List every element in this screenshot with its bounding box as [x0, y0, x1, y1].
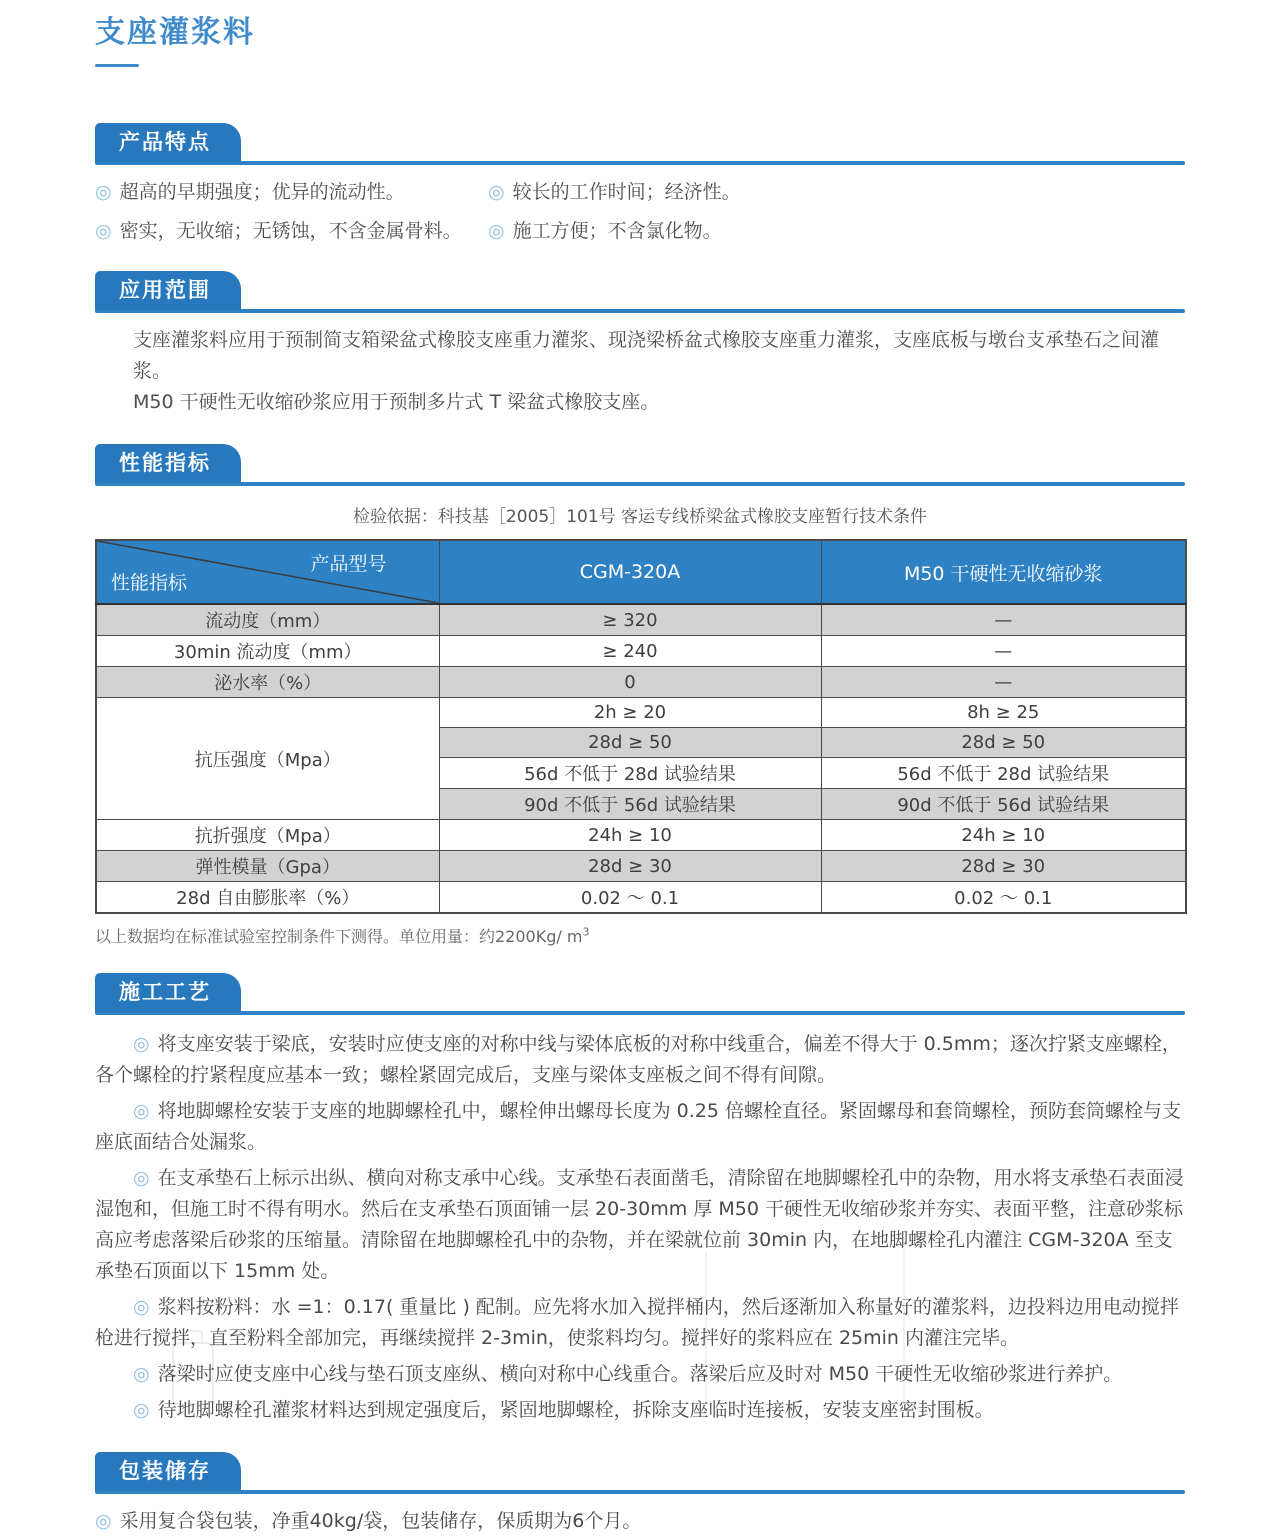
title-underline	[95, 64, 139, 67]
cell-value: 56d 不低于 28d 试验结果	[821, 758, 1186, 789]
feature-text: 施工方便；不含氯化物。	[512, 220, 722, 242]
section-header	[95, 1452, 1185, 1494]
construction-step	[95, 1395, 1185, 1426]
construction-step	[95, 1029, 1185, 1091]
section-rule	[95, 309, 1185, 313]
section-features	[95, 123, 1185, 245]
footnote-text: 以上数据均在标准试验室控制条件下测得。单位用量：约2200Kg/ m	[95, 927, 583, 946]
cell-value: 0.02 ～ 0.1	[821, 882, 1186, 914]
ring-bullet-icon: ◎	[488, 220, 505, 242]
application-paragraph: 支座灌浆料应用于预制简支箱梁盆式橡胶支座重力灌浆、现浇梁桥盆式橡胶支座重力灌浆，支座底板与墩台支承垫石之间灌浆。	[133, 329, 1160, 382]
column-header-m50: M50 干硬性无收缩砂浆	[821, 540, 1186, 604]
ring-bullet-icon: ◎	[133, 1296, 150, 1318]
feature-text: 密实，无收缩；无锈蚀，不含金属骨料。	[119, 220, 462, 242]
step-text: 将地脚螺栓安装于支座的地脚螺栓孔中，螺栓伸出螺母长度为 0.25 倍螺栓直径。紧固螺母和套筒螺栓，预防套筒螺栓与支座底面结合处漏浆。	[95, 1100, 1181, 1153]
row-label: 30min 流动度（mm）	[96, 636, 439, 667]
section-heading-packaging: 包装储存	[95, 1452, 241, 1491]
cell-value: 90d 不低于 56d 试验结果	[821, 789, 1186, 820]
section-heading-construction: 施工工艺	[95, 973, 241, 1012]
inspection-basis-note: 检验依据：科技基［2005］101号 客运专线桥梁盆式橡胶支座暂行技术条件	[352, 507, 928, 527]
table-row	[96, 604, 1186, 636]
step-text: 落梁时应使支座中心线与垫石顶支座纵、横向对称中心线重合。落梁后应及时对 M50 干硬性无收缩砂浆进行养护。	[157, 1363, 1123, 1385]
construction-steps	[95, 1029, 1185, 1426]
performance-table	[95, 539, 1187, 914]
section-application	[95, 271, 1185, 418]
table-row	[96, 636, 1186, 667]
table-row	[96, 882, 1186, 914]
feature-text: 较长的工作时间；经济性。	[512, 181, 741, 203]
cell-value: ≥ 320	[439, 604, 821, 636]
ring-bullet-icon: ◎	[133, 1100, 150, 1122]
section-heading-features: 产品特点	[95, 123, 241, 162]
application-paragraph: M50 干硬性无收缩砂浆应用于预制多片式 T 梁盆式橡胶支座。	[133, 391, 660, 413]
construction-step	[95, 1096, 1185, 1158]
construction-step	[95, 1359, 1185, 1390]
application-paragraphs	[95, 325, 1185, 418]
section-rule	[95, 1490, 1185, 1494]
table-row	[96, 851, 1186, 882]
feature-item	[488, 179, 1185, 206]
feature-item	[95, 179, 488, 206]
packaging-list	[95, 1506, 1185, 1536]
ring-bullet-icon: ◎	[133, 1399, 150, 1421]
page-title: 支座灌浆料	[95, 15, 255, 50]
section-construction	[95, 973, 1185, 1426]
cell-value: 24h ≥ 10	[821, 820, 1186, 851]
section-heading-application: 应用范围	[95, 271, 241, 310]
cell-value: ≥ 240	[439, 636, 821, 667]
packaging-text: 采用复合袋包装，净重40kg/袋，包装储存，保质期为6个月。	[119, 1510, 642, 1532]
cell-value: —	[821, 636, 1186, 667]
corner-label-product-model: 产品型号	[310, 553, 387, 575]
corner-label-performance-index: 性能指标	[111, 572, 188, 594]
section-rule	[95, 161, 1185, 165]
packaging-item	[95, 1506, 1185, 1536]
cell-value: 0	[439, 667, 821, 698]
step-text: 将支座安装于梁底，安装时应使支座的对称中线与梁体底板的对称中线重合，偏差不得大于 0.5mm；逐次拧紧支座螺栓，各个螺栓的拧紧程度应基本一致；螺栓紧固完成后，支座与梁体支座板之间不得有间隙。	[95, 1033, 1181, 1086]
section-header	[95, 444, 1185, 486]
row-label: 弹性模量（Gpa）	[96, 851, 439, 882]
cell-value: —	[821, 604, 1186, 636]
cell-value: 0.02 ～ 0.1	[439, 882, 821, 914]
ring-bullet-icon: ◎	[133, 1033, 150, 1055]
cell-value: 24h ≥ 10	[439, 820, 821, 851]
table-row	[96, 698, 1186, 728]
section-heading-performance: 性能指标	[95, 444, 241, 483]
section-packaging	[95, 1452, 1185, 1536]
ring-bullet-icon: ◎	[133, 1167, 150, 1189]
step-text: 待地脚螺栓孔灌浆材料达到规定强度后，紧固地脚螺栓，拆除支座临时连接板，安装支座密封围板。	[157, 1399, 994, 1421]
row-label: 28d 自由膨胀率（%）	[96, 882, 439, 914]
cell-value: 56d 不低于 28d 试验结果	[439, 758, 821, 789]
cell-value: 28d ≥ 30	[439, 851, 821, 882]
cell-value: —	[821, 667, 1186, 698]
section-rule	[95, 1011, 1185, 1015]
construction-step	[95, 1292, 1185, 1354]
section-performance	[95, 444, 1185, 947]
section-rule	[95, 482, 1185, 486]
table-header-row	[96, 540, 1186, 604]
section-header	[95, 271, 1185, 313]
cell-value: 2h ≥ 20	[439, 698, 821, 728]
features-list	[95, 179, 1185, 245]
row-label: 泌水率（%）	[96, 667, 439, 698]
feature-item	[95, 218, 488, 245]
cell-value: 28d ≥ 50	[439, 728, 821, 758]
ring-bullet-icon: ◎	[95, 181, 112, 203]
table-footnote	[95, 924, 1185, 947]
footnote-superscript: 3	[582, 925, 590, 939]
ring-bullet-icon: ◎	[95, 1510, 112, 1532]
corner-header-cell	[96, 540, 439, 604]
construction-step	[95, 1163, 1185, 1287]
cell-value: 90d 不低于 56d 试验结果	[439, 789, 821, 820]
column-header-cgm320a: CGM-320A	[439, 540, 821, 604]
row-label: 抗折强度（Mpa）	[96, 820, 439, 851]
cell-value: 28d ≥ 30	[821, 851, 1186, 882]
ring-bullet-icon: ◎	[133, 1363, 150, 1385]
section-header	[95, 973, 1185, 1015]
step-text: 浆料按粉料：水 =1：0.17( 重量比 ) 配制。应先将水加入搅拌桶内，然后逐渐加入称量好的灌浆料，边投料边用电动搅拌枪进行搅拌，直至粉料全部加完，再继续搅拌 2-3min，使浆料均匀。搅拌好的浆料应在 25min 内灌注完毕。	[95, 1296, 1179, 1349]
ring-bullet-icon: ◎	[95, 220, 112, 242]
cell-value: 8h ≥ 25	[821, 698, 1186, 728]
feature-text: 超高的早期强度；优异的流动性。	[119, 181, 405, 203]
cell-value: 28d ≥ 50	[821, 728, 1186, 758]
table-row	[96, 667, 1186, 698]
feature-item	[488, 218, 1185, 245]
section-header	[95, 123, 1185, 165]
row-label: 流动度（mm）	[96, 604, 439, 636]
ring-bullet-icon: ◎	[488, 181, 505, 203]
row-label-compressive-strength: 抗压强度（Mpa）	[96, 698, 439, 820]
step-text: 在支承垫石上标示出纵、横向对称支承中心线。支承垫石表面凿毛，清除留在地脚螺栓孔中的杂物，用水将支承垫石表面浸湿饱和，但施工时不得有明水。然后在支承垫石顶面铺一层 20-30mm 厚 M50 干硬性无收缩砂浆并夯实、表面平整，注意砂浆标高应考虑落梁后砂浆的压缩量。清除留在地脚螺栓孔中的杂物，并在梁就位前 30min 内，在地脚螺栓孔内灌注 CGM-320A 至支承垫石顶面以下 15mm 处。	[95, 1167, 1184, 1282]
table-row	[96, 820, 1186, 851]
